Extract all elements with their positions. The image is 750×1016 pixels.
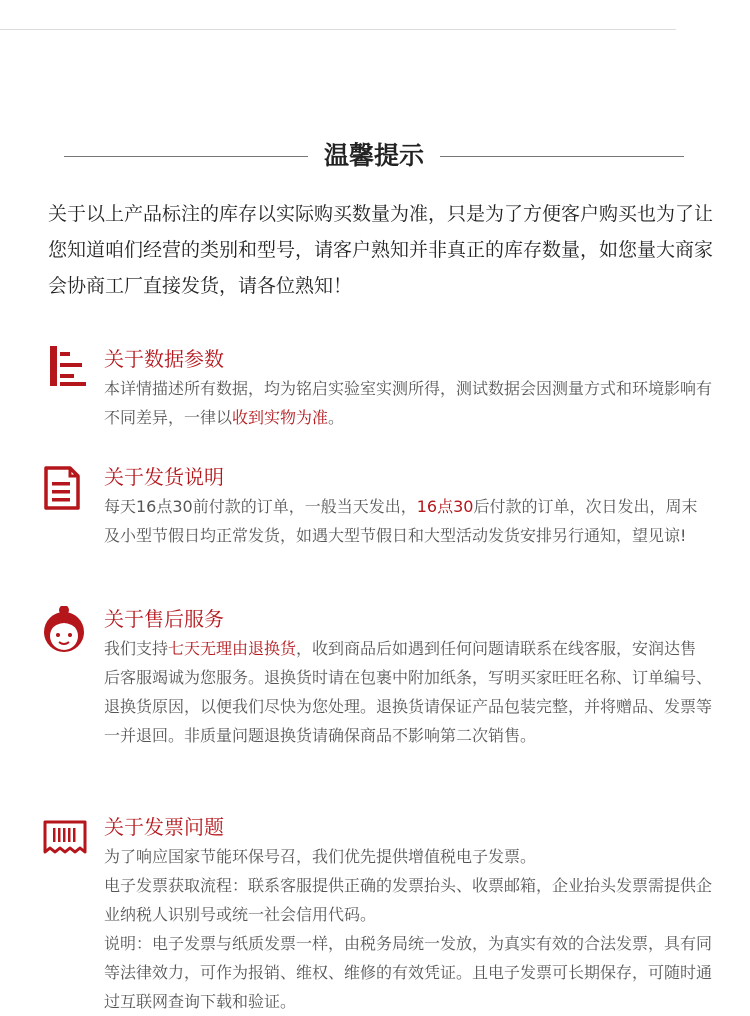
body-text: 。 [328, 408, 345, 427]
customer-service-icon [40, 606, 90, 656]
title-line-left [64, 156, 308, 157]
section-heading: 关于售后服务 [104, 607, 224, 631]
body-text: 后付款的订单，次日发出，周末及小型节假日均正常发货，如遇大型节假日和大型活动发货安排另行通知，望见谅! [104, 497, 698, 545]
highlight-text: 收到实物为准 [232, 408, 329, 427]
title-line-right [440, 156, 684, 157]
top-divider [0, 29, 676, 30]
invoice-line: 说明：电子发票与纸质发票一样，由税务局统一发放，为真实有效的合法发票，具有同等法律效力，可作为报销、维权、维修的有效凭证。且电子发票可长期保存，可随时通过互联网查询下载和验证。 [104, 934, 713, 1011]
invoice-line: 为了响应国家节能环保号召，我们优先提供增值税电子发票。 [104, 847, 537, 866]
page-title: 温馨提示 [323, 141, 424, 170]
body-text: 本详情描述所有数据，均为铭启实验室实测所得，测试数据会因测量方式和环境影响有不同差异，一律以 [104, 379, 713, 427]
body-text: 每天16点30前付款的订单，一般当天发出， [104, 497, 417, 516]
body-text: 我们支持 [104, 639, 169, 658]
section-body [104, 492, 712, 550]
list-icon [40, 346, 90, 396]
title-row [0, 136, 750, 176]
receipt-icon [40, 814, 90, 864]
section-body [104, 842, 712, 1016]
section-heading: 关于数据参数 [104, 347, 224, 371]
intro-paragraph: 关于以上产品标注的库存以实际购买数量为准，只是为了方便客户购买也为了让您知道咱们经营的类别和型号，请客户熟知并非真正的库存数量，如您量大商家会协商工厂直接发货，请各位熟知！ [48, 203, 714, 297]
document-icon [40, 464, 90, 514]
body-text: ，收到商品后如遇到任何问题请联系在线客服，安润达售后客服竭诚为您服务。退换货时请在包裹中附加纸条，写明买家旺旺名称、订单编号、退换货原因，以便我们尽快为您处理。退换货请保证产品包装完整，并将赠品、发票等一并退回。非质量问题退换货请确保商品不影响第二次销售。 [104, 639, 713, 745]
highlight-text: 16点30 [416, 497, 474, 516]
section-body [104, 634, 712, 750]
section-heading: 关于发货说明 [104, 465, 224, 489]
invoice-line: 电子发票获取流程：联系客服提供正确的发票抬头、收票邮箱，企业抬头发票需提供企业纳税人识别号或统一社会信用代码。 [104, 876, 713, 924]
section-heading: 关于发票问题 [104, 815, 224, 839]
highlight-text: 七天无理由退换货 [168, 639, 297, 658]
section-body [104, 374, 712, 432]
